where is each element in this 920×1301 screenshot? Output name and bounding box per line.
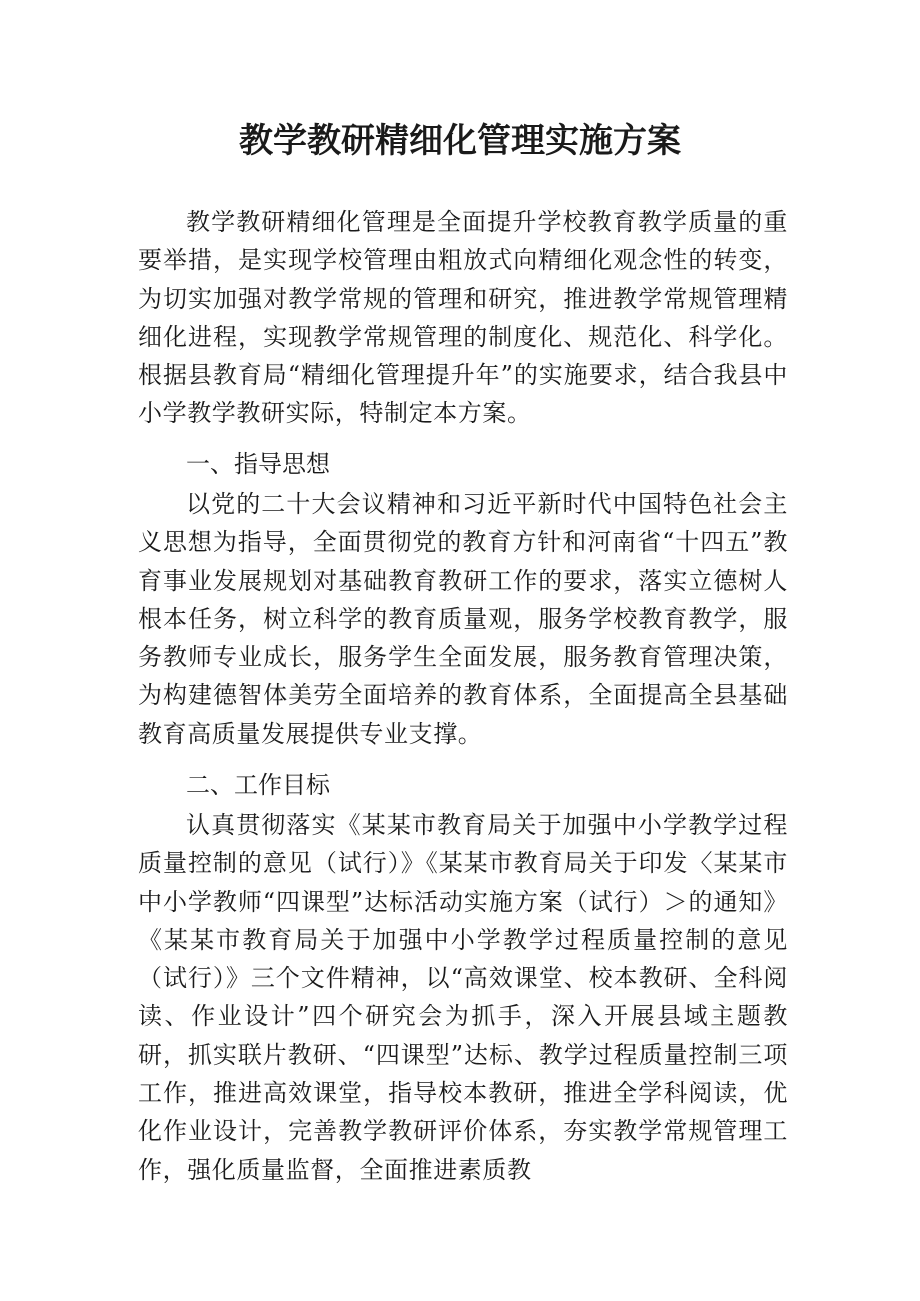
section-heading-guiding-ideology: 一、指导思想 [186,450,330,478]
section-heading-work-goals: 二、工作目标 [186,771,330,799]
section-body-guiding-ideology: 以党的二十大会议精神和习近平新时代中国特色社会主义思想为指导，全面贯彻党的教育方针和河南省“十四五”教育事业发展规划对基础教育教研工作的要求，落实立德树人根本任务，树立科学的教育质量观，服务学校教育教学，服务教师专业成长，服务学生全面发展，服务教育管理决策，为构建德智体美劳全面培养的教育体系，全面提高全县基础教育高质量发展提供专业支撑。 [138,490,788,748]
section-body-work-goals: 认真贯彻落实《某某市教育局关于加强中小学教学过程质量控制的意见（试行）》《某某市教育局关于印发〈某某市中小学教师“四课型”达标活动实施方案（试行）＞的通知》《某某市教育局关于加强中小学教学过程质量控制的意见（试行）》三个文件精神，以“高效课堂、校本教研、全科阅读、作业设计”四个研究会为抓手，深入开展县域主题教研，抓实联片教研、“四课型”达标、教学过程质量控制三项工作，推进高效课堂，指导校本教研，推进全学科阅读，优化作业设计，完善教学教研评价体系，夯实教学常规管理工作，强化质量监督，全面推进素质教 [138,811,788,1184]
document-title: 教学教研精细化管理实施方案 [239,121,681,161]
intro-paragraph: 教学教研精细化管理是全面提升学校教育教学质量的重要举措，是实现学校管理由粗放式向精细化观念性的转变，为切实加强对教学常规的管理和研究，推进教学常规管理精细化进程，实现教学常规管理的制度化、规范化、科学化。根据县教育局“精细化管理提升年”的实施要求，结合我县中小学教学教研实际，特制定本方案。 [138,208,788,428]
